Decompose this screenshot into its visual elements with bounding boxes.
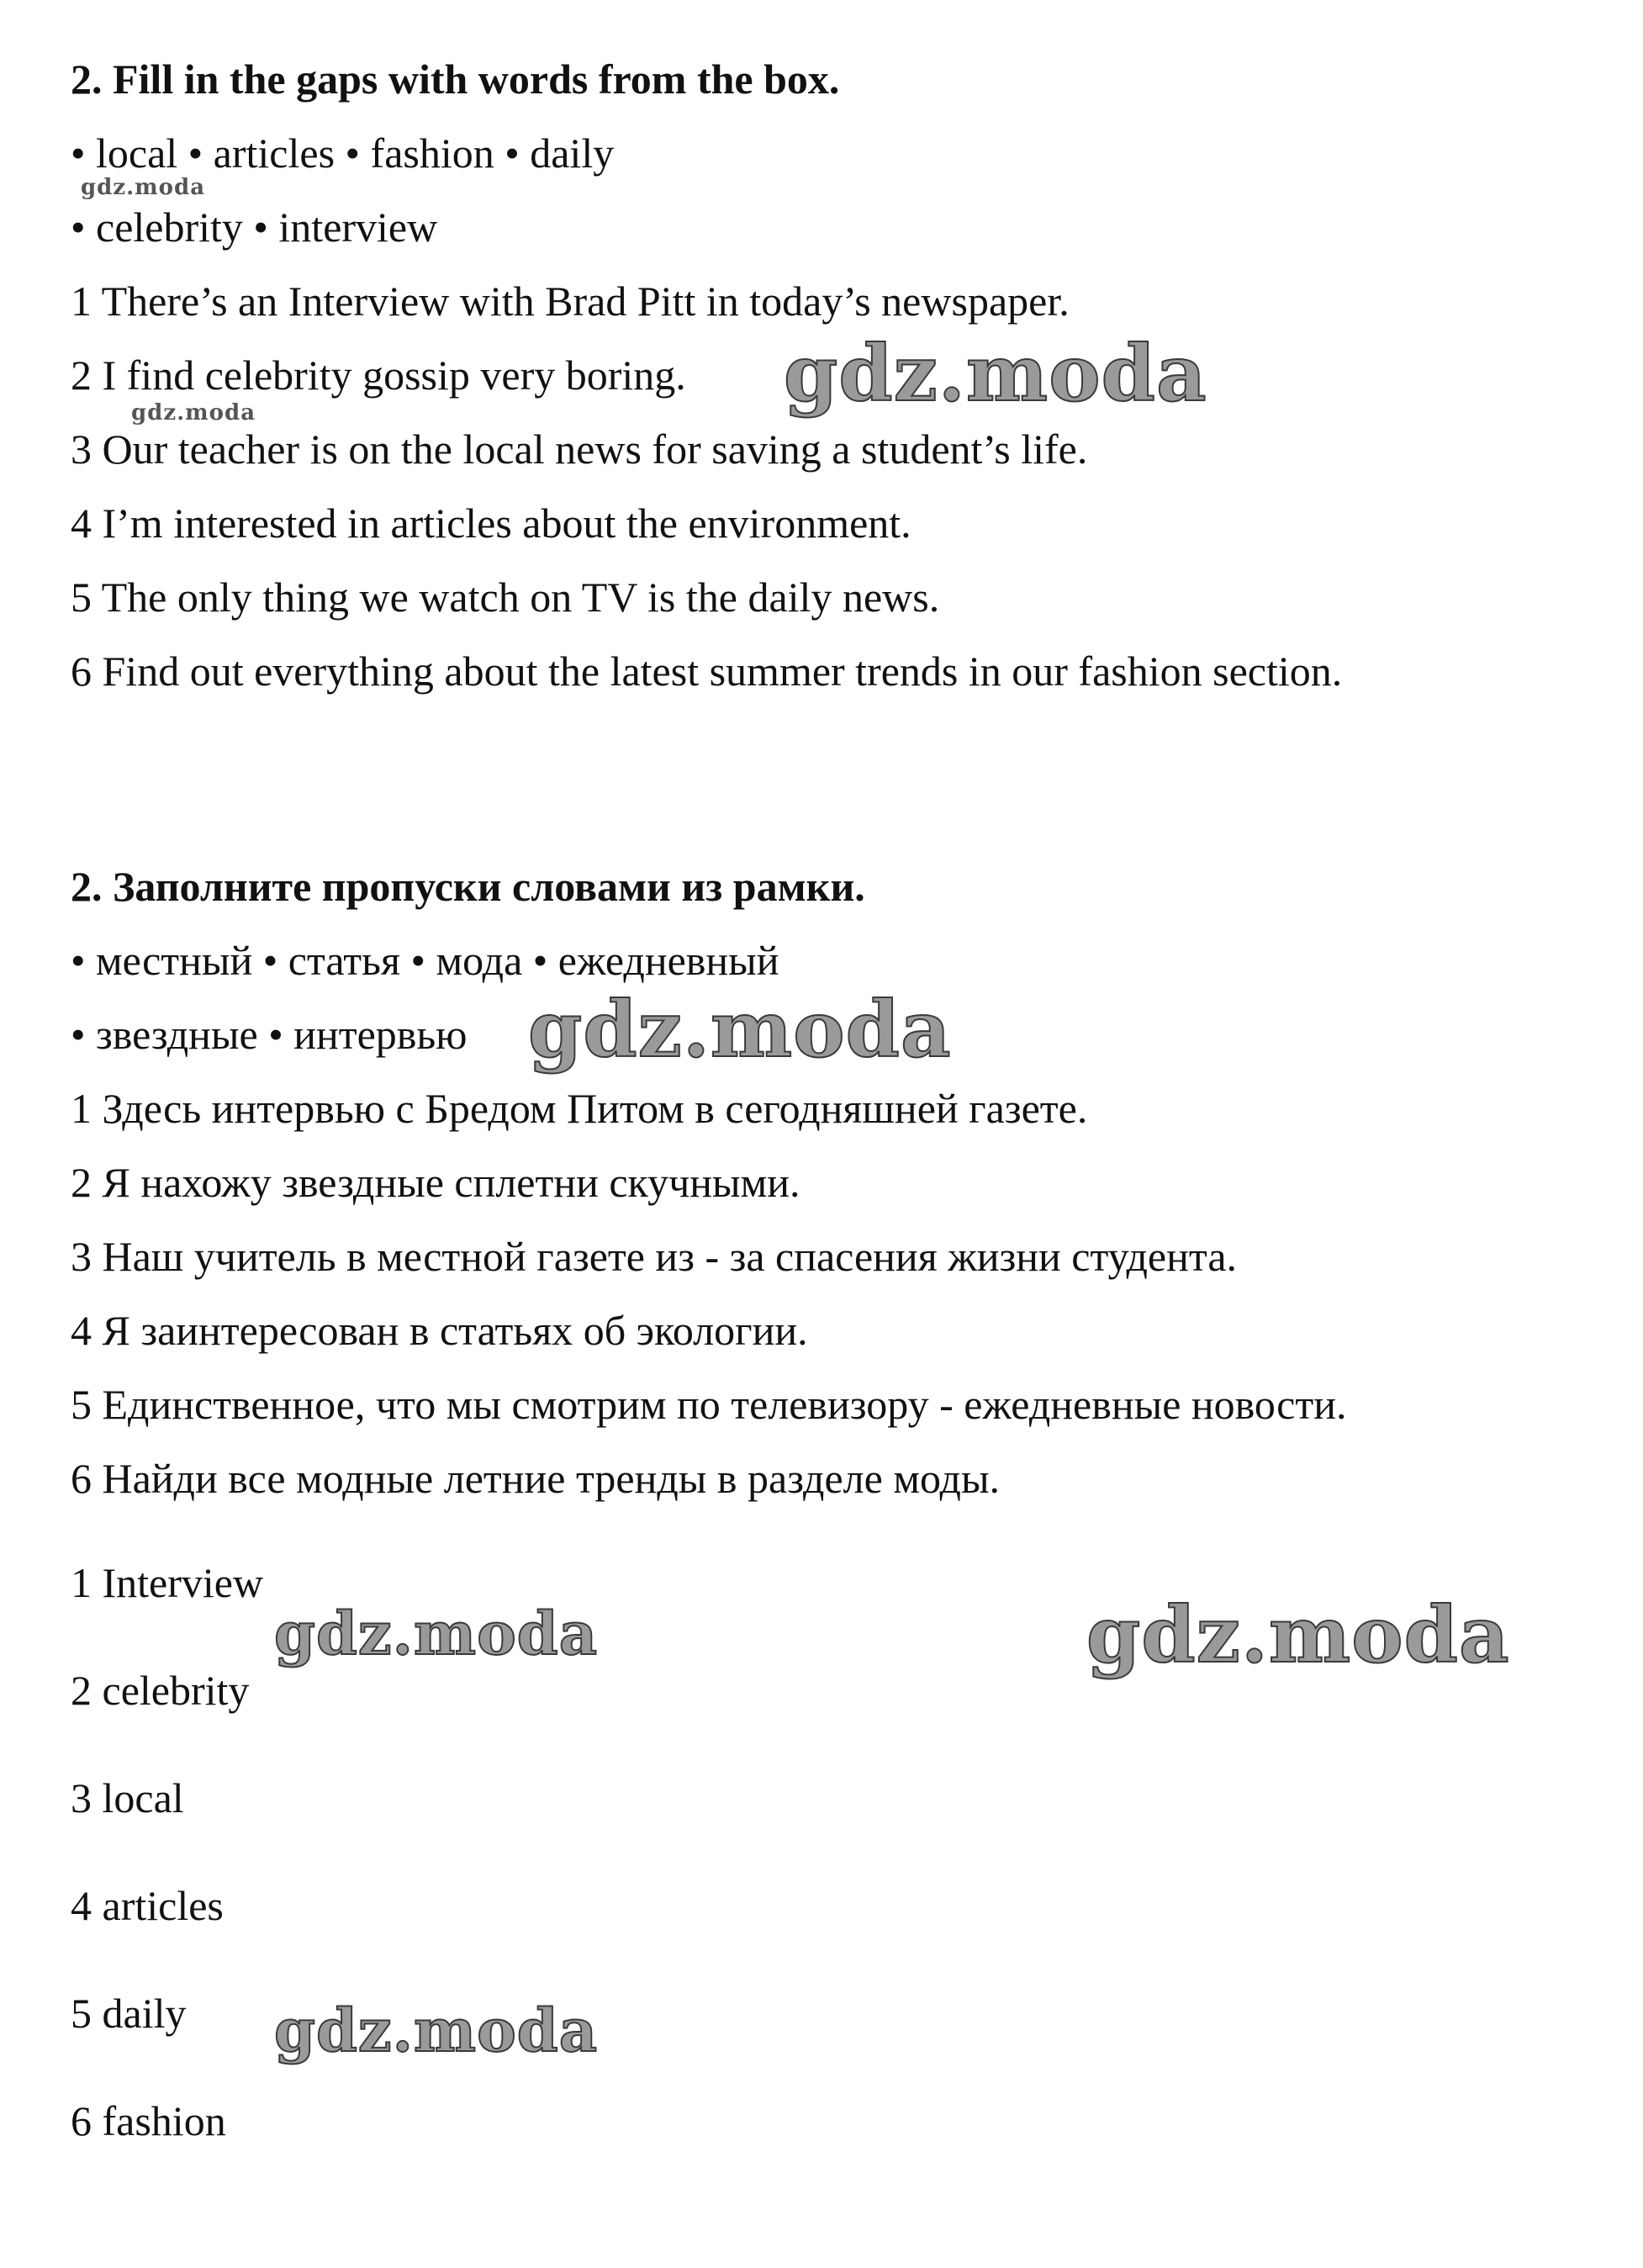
watermark-logo: gdz.moda [274, 1996, 599, 2065]
watermark-logo: gdz.moda [81, 175, 206, 200]
watermark-logo: gdz.moda [528, 984, 952, 1075]
answer-4: 4 articles [71, 1882, 224, 1929]
answer-5: 5 daily [71, 1990, 187, 2037]
word-box-line-2-ru: • звездные • интервью [71, 1011, 468, 1058]
sentence-en-5: 5 The only thing we watch on TV is the daily news. [71, 574, 940, 621]
exercise-heading-ru: 2. Заполните пропуски словами из рамки. [71, 863, 865, 910]
word-box-line-2-en: • celebrity • interview [71, 204, 438, 251]
answer-2: 2 celebrity [71, 1667, 250, 1714]
sentence-ru-5: 5 Единственное, что мы смотрим по телевизору - ежедневные новости. [71, 1381, 1347, 1428]
sentence-ru-6: 6 Найди все модные летние тренды в разделе моды. [71, 1455, 1001, 1502]
sentence-en-6: 6 Find out everything about the latest summer trends in our fashion section. [71, 648, 1343, 695]
answer-1: 1 Interview [71, 1559, 264, 1606]
sentence-ru-4: 4 Я заинтересован в статьях об экологии. [71, 1307, 808, 1354]
sentence-ru-3: 3 Наш учитель в местной газете из - за спасения жизни студента. [71, 1233, 1238, 1280]
word-box-line-1-ru: • местный • статья • мода • ежедневный [71, 937, 779, 984]
watermark-logo: gdz.moda [274, 1599, 599, 1668]
word-box-line-1-en: • local • articles • fashion • daily [71, 130, 615, 177]
answer-6: 6 fashion [71, 2097, 226, 2144]
sentence-en-2: 2 I find celebrity gossip very boring. [71, 352, 686, 399]
watermark-logo: gdz.moda [1086, 1589, 1510, 1680]
exercise-heading-en: 2. Fill in the gaps with words from the box. [71, 56, 840, 103]
watermark-logo: gdz.moda [784, 328, 1207, 419]
sentence-en-4: 4 I’m interested in articles about the environment. [71, 500, 911, 547]
watermark-logo: gdz.moda [131, 400, 256, 426]
sentence-en-1: 1 There’s an Interview with Brad Pitt in today’s newspaper. [71, 278, 1070, 325]
sentence-en-3: 3 Our teacher is on the local news for saving a student’s life. [71, 426, 1088, 473]
sentence-ru-1: 1 Здесь интервью с Бредом Питом в сегодняшней газете. [71, 1085, 1088, 1132]
sentence-ru-2: 2 Я нахожу звездные сплетни скучными. [71, 1159, 800, 1206]
answer-3: 3 local [71, 1774, 184, 1821]
